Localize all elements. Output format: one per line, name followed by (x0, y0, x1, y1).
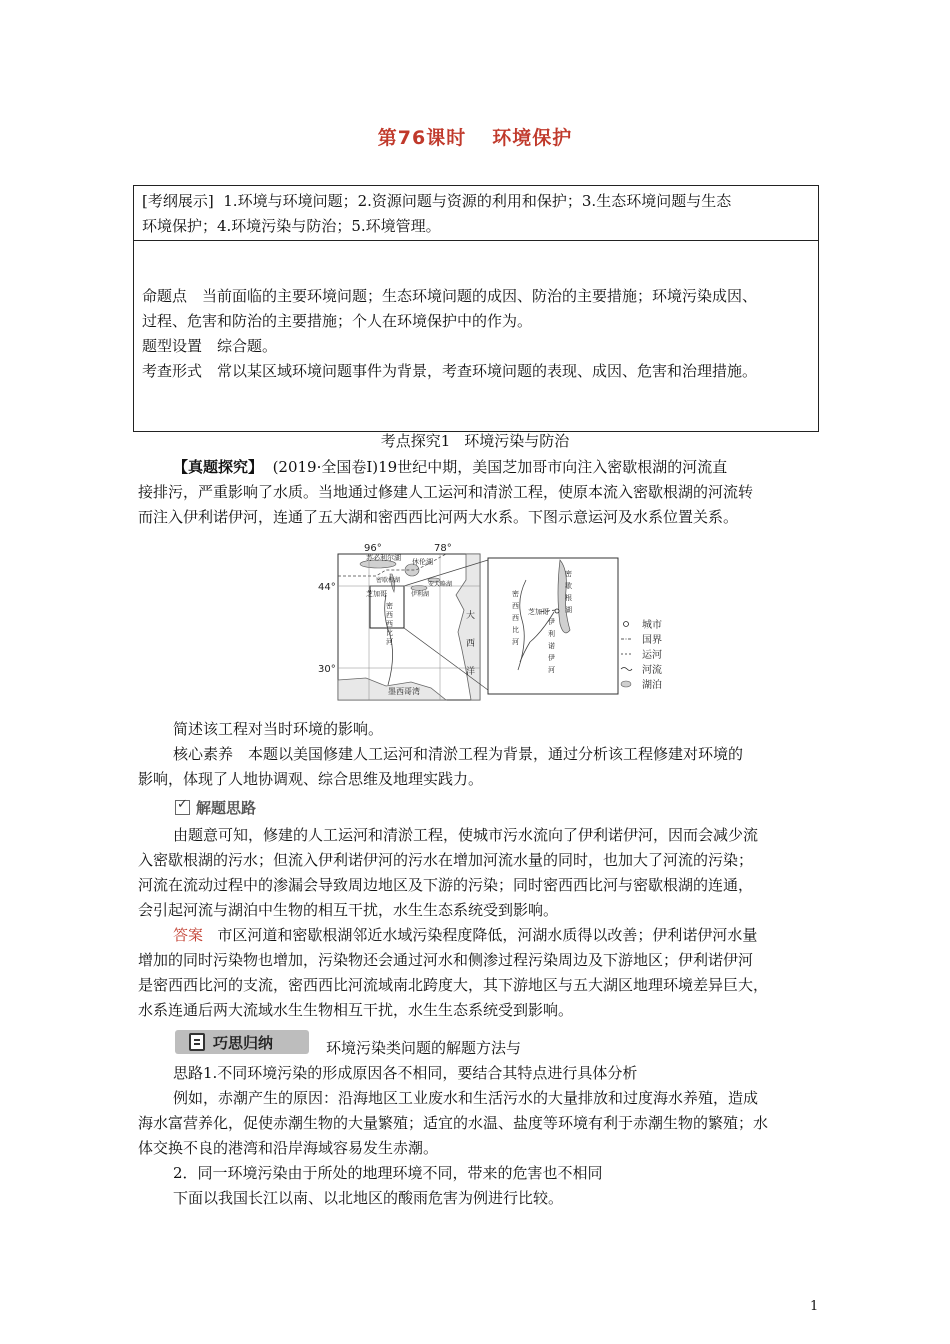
inset-illinois-char: 伊 (548, 654, 555, 662)
exam-box (133, 240, 819, 432)
inset-illinois-char: 伊 (548, 618, 555, 626)
inset-label-chicago: 芝加哥 (528, 608, 549, 616)
legend-label: 国界 (642, 635, 662, 646)
summary-line3: 海水富营养化，促使赤潮生物的大量繁殖；适宜的水温、盐度等环境有利于赤潮生物的繁殖；水 (138, 1114, 769, 1132)
answer-line1 (173, 923, 757, 947)
label-gulf: 墨西哥湾 (388, 687, 420, 696)
check-icon (175, 800, 190, 815)
syllabus-line1: 1.环境与环境问题；2.资源问题与资源的利用和保护；3.生态环境问题与生态 (223, 192, 732, 210)
exam-line1: 命题点 当前面临的主要环境问题；生态环境问题的成因、防治的主要措施；环境污染成因、 (142, 287, 758, 305)
inset-mississippi-char: 河 (512, 638, 519, 646)
inset-michigan-char: 歇 (565, 582, 572, 590)
inset-michigan-char: 湖 (565, 606, 572, 614)
label-huron: 休伦湖 (412, 558, 433, 566)
syllabus-label: [考纲展示] (142, 192, 214, 210)
atlantic-char: 大 (466, 611, 476, 621)
map-figure (316, 540, 676, 710)
lon-label-78: 78° (434, 543, 452, 554)
note-icon (189, 1033, 205, 1051)
legend-lake-symbol (621, 681, 631, 687)
atlantic-char: 洋 (466, 667, 476, 677)
question-tag: 【真题探究】 (173, 458, 264, 476)
page-number: 1 (810, 1299, 819, 1314)
exam-line4: 考查形式 常以某区域环境问题事件为背景，考查环境问题的表现、成因、危害和治理措施。 (142, 362, 758, 380)
inset-mississippi-char: 比 (512, 626, 519, 634)
legend-label: 湖泊 (642, 680, 662, 691)
thinking-line2: 入密歇根湖的污水；但流入伊利诺伊河的污水在增加河流水量的同时，也加大了河流的污染； (138, 851, 754, 869)
summary-badge (175, 1030, 309, 1054)
legend-city-symbol (624, 622, 629, 627)
map-svg (316, 540, 676, 710)
summary-line5: 2．同一环境污染由于所处的地理环境不同，带来的危害也不相同 (173, 1164, 603, 1182)
page-title (0, 123, 950, 150)
summary-line6: 下面以我国长江以南、以北地区的酸雨危害为例进行比较。 (173, 1189, 564, 1207)
mississippi-char: 密 (386, 602, 393, 610)
atlantic-char: 西 (466, 639, 476, 649)
answer-line4: 水系连通后两大流域水生生物相互干扰，水生生态系统受到影响。 (138, 1001, 574, 1019)
answer-text1: 市区河道和密歇根湖邻近水域污染程度降低，河湖水质得以改善；伊利诺伊河水量 (217, 926, 758, 944)
thinking-line3: 河流在流动过程中的渗漏会导致周边地区及下游的污染；同时密西西比河与密歇根湖的连通， (138, 876, 754, 894)
legend-label: 运河 (642, 650, 662, 661)
legend-label: 城市 (642, 620, 662, 631)
answer-line2: 增加的同时污染物也增加，污染物还会通过河水和侧渗过程污染周边及下游地区；伊利诺伊河 (138, 951, 754, 969)
legend-river-symbol (621, 668, 632, 671)
summary-badge-label: 巧思归纳 (213, 1033, 274, 1052)
lat-label-44: 44° (318, 582, 336, 593)
label-ontario: 安大略湖 (428, 581, 453, 588)
question-line3: 而注入伊利诺伊河，连通了五大湖和密西西比河两大水系。下图示意运河及水系位置关系。 (138, 508, 739, 526)
section-number: 考点探究1 (380, 432, 451, 450)
thinking-label-text: 解题思路 (196, 799, 257, 817)
question-text1: (2019·全国卷Ⅰ)19世纪中期，美国芝加哥市向注入密歇根湖的河流直 (272, 458, 728, 476)
inset-michigan-char: 密 (565, 570, 572, 578)
inset-illinois-char: 利 (548, 630, 555, 638)
summary-line4: 体交换不良的港湾和沿岸海域容易发生赤潮。 (138, 1139, 439, 1157)
label-erie: 伊利湖 (411, 591, 430, 598)
summary-heading: 环境污染类问题的解题方法与 (326, 1039, 522, 1057)
exam-line3: 题型设置 综合题。 (142, 337, 278, 355)
inset-illinois-char: 河 (548, 666, 555, 674)
question-line2: 接排污，严重影响了水质。当地通过修建人工运河和清淤工程，使原本流入密歇根湖的河流转 (138, 483, 754, 501)
answer-label: 答案 (173, 926, 204, 944)
label-mississippi (386, 601, 393, 646)
inset-label-illinois (548, 617, 555, 674)
exam-line2: 过程、危害和防治的主要措施；个人在环境保护中的作为。 (142, 312, 533, 330)
syllabus-box (133, 185, 819, 241)
inset-illinois-char: 诺 (548, 642, 555, 650)
question-ask: 简述该工程对当时环境的影响。 (173, 720, 384, 738)
thinking-line1: 由题意可知，修建的人工运河和清淤工程，使城市污水流向了伊利诺伊河，因而会减少流 (173, 826, 759, 844)
thinking-line4: 会引起河流与湖泊中生物的相互干扰，水生生态系统受到影响。 (138, 901, 559, 919)
mississippi-char: 西 (386, 611, 393, 619)
inset-chicago-dot (555, 609, 559, 613)
label-chicago: 芝加哥 (366, 590, 387, 598)
label-atlantic (466, 609, 475, 677)
summary-line1: 思路1.不同环境污染的形成原因各不相同，要结合其特点进行具体分析 (173, 1064, 638, 1082)
exam-text (142, 284, 810, 384)
lat-label-30: 30° (318, 664, 336, 675)
lon-label-96: 96° (364, 543, 382, 554)
section-heading (0, 430, 950, 451)
inset-michigan-char: 根 (565, 594, 572, 602)
map-legend (621, 618, 662, 691)
core-line1: 核心素养 本题以美国修建人工运河和清淤工程为背景，通过分析该工程修建对环境的 (173, 745, 744, 763)
legend-label: 河流 (642, 665, 662, 676)
summary-line2: 例如，赤潮产生的原因：沿海地区工业废水和生活污水的大量排放和过度海水养殖，造成 (173, 1089, 759, 1107)
label-michigan: 密歇根湖 (376, 577, 401, 584)
mississippi-char: 比 (386, 629, 393, 637)
mississippi-char: 河 (386, 638, 393, 646)
answer-line3: 是密西西比河的支流，密西西比河流域南北跨度大，其下游地区与五大湖区地理环境差异巨大， (138, 976, 769, 994)
inset-mississippi-char: 西 (512, 602, 519, 610)
syllabus-text (142, 189, 810, 239)
question-line1 (173, 455, 727, 479)
mississippi-char: 西 (386, 620, 393, 628)
section-title: 环境污染与防治 (464, 432, 570, 450)
inset-mississippi-char: 密 (512, 590, 519, 598)
title-lesson: 第76课时 (377, 127, 467, 149)
label-superior: 苏必利尔湖 (366, 554, 401, 562)
inset-label-mississippi (512, 589, 519, 646)
title-topic: 环境保护 (492, 127, 573, 149)
syllabus-line2: 环境保护；4.环境污染与防治；5.环境管理。 (142, 217, 441, 235)
thinking-label (175, 797, 256, 818)
core-line2: 影响，体现了人地协调观、综合思维及地理实践力。 (138, 770, 484, 788)
inset-mississippi-char: 西 (512, 614, 519, 622)
